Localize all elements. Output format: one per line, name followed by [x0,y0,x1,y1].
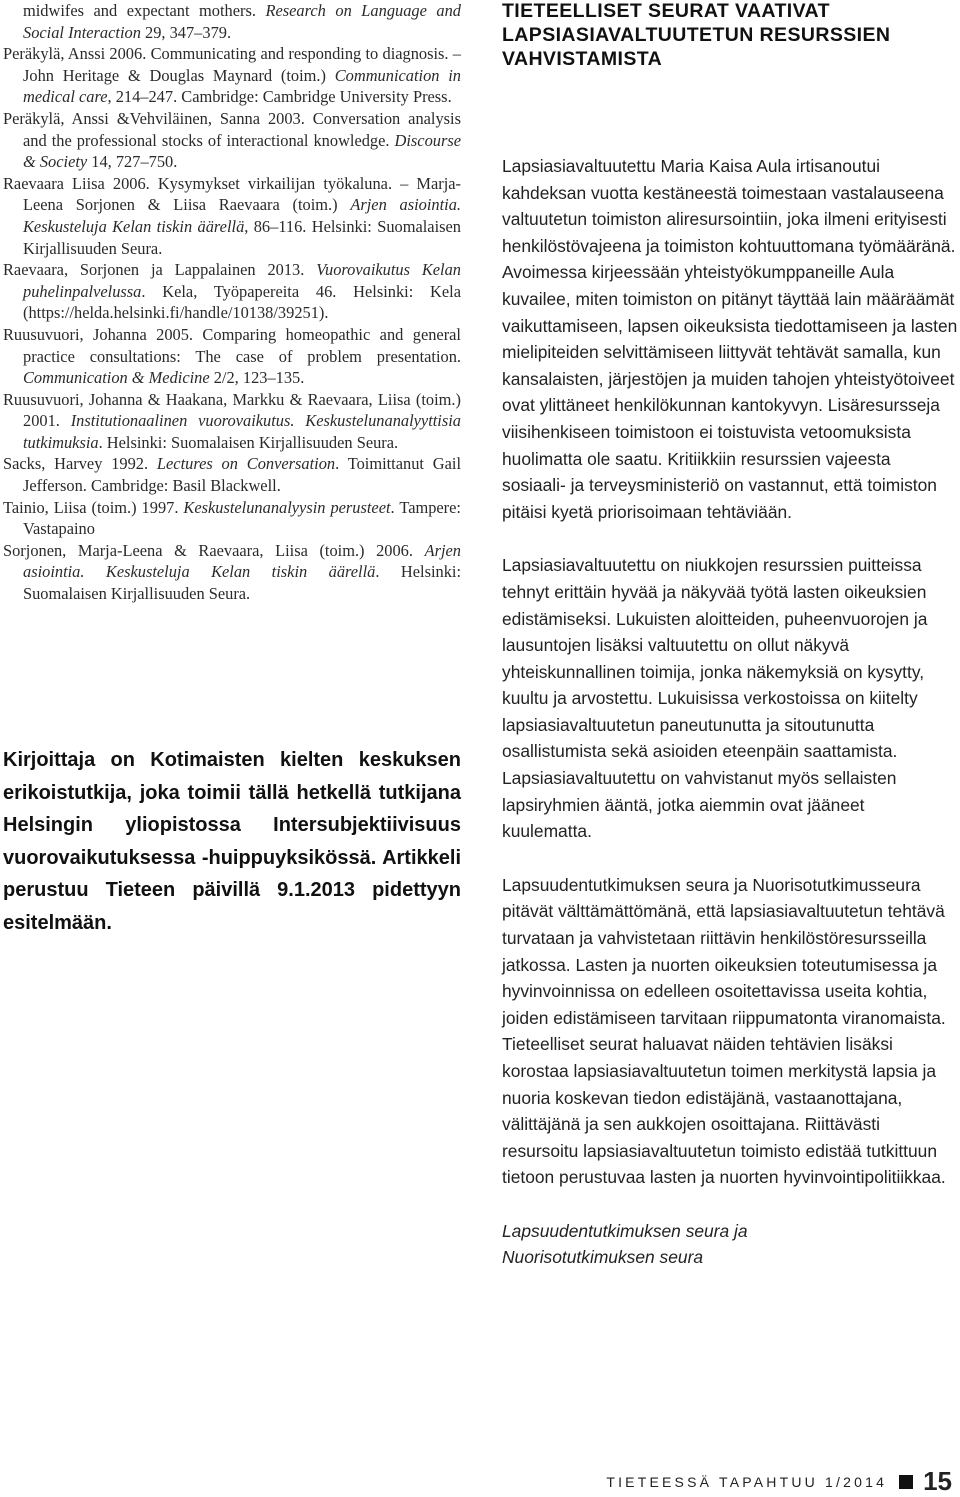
references-column [3,0,461,605]
reference-title: Arjen asiointia. Keskusteluja Kelan tiskin äärellä [23,195,461,236]
reference-text: , 214–247. Cambridge: Cambridge University Press. [107,87,452,107]
reference-text: Ruusuvuori, Johanna 2005. Comparing homeopathic and general practice consultations: The case of problem presentation. [3,324,461,366]
page-footer [606,1466,952,1497]
reference-entry [3,497,461,540]
reference-entry [3,540,461,605]
article-column [502,0,958,1270]
reference-title: Vuorovaikutus Kelan puhelinpalvelussa [23,260,461,301]
reference-entry [3,324,461,389]
paragraph-1: Lapsiasiavaltuutettu Maria Kaisa Aula irtisanoutui kahdeksan vuotta kestäneestä toimestaan vastalauseena valtuutetun toimiston aliresursointiin, joka ilmeni erityisesti henkilöstövajeena ja toimiston kohtuuttomana työmääränä. Avoimessa kirjeessään yhteistyökumppaneille Aula kuvailee, miten toimiston on pitänyt täyttää lain määräämät vaikuttamiseen, lapsen oikeuksista tiedottamiseen ja lasten mielipiteiden selvittämiseen liittyvät tehtävät samalla, kun kansalaisten, järjestöjen ja muiden tahojen yhteistyötoiveet ovat ylittäneet henkilökunnan kantokyvyn. Lisäresursseja viisihenkiseen toimistoon ei toistuvista vetoomuksista huolimatta ole saatu. Kritiikkiin resurssien vajeesta sosiaali- ja terveysministeriö on vastannut, että toimiston pitäisi kyetä priorisoimaan tehtäviään. [502,156,958,522]
reference-entry [3,0,461,43]
page-number: 15 [923,1466,952,1496]
reference-text: 14, 727–750. [87,152,178,172]
reference-entry [3,259,461,324]
reference-list [3,0,461,605]
reference-text: Raevaara Liisa 2006. Kysymykset virkailijan työkaluna. – Marja-Leena Sorjonen & Liisa Raevaara (toim.) [3,173,461,215]
signature [502,1218,958,1270]
reference-text: Tainio, Liisa (toim.) 1997. [3,497,184,517]
reference-text: Raevaara, Sorjonen ja Lappalainen 2013. [3,260,317,280]
signature-line-2: Nuorisotutkimuksen seura [502,1246,704,1267]
reference-text: Peräkylä, Anssi 2006. Communicating and responding to diagnosis. – John Heritage & Douglas Maynard (toim.) [3,44,461,85]
reference-text: . Kela, Työpapereita 46. Helsinki: Kela (https://helda.helsinki.fi/handle/10138/39251). [23,281,461,323]
reference-text: 29, 347–379. [140,22,232,42]
reference-text: . Helsinki: Suomalaisen Kirjallisuuden Seura. [23,562,462,604]
reference-title: Institutionaalinen vuorovaikutus. Keskustelunanalyyttisia tutkimuksia [23,411,461,452]
signature-line-1: Lapsuudentutkimuksen seura ja [502,1220,748,1241]
reference-entry [3,173,461,259]
reference-title: Communication & Medicine [23,368,210,388]
reference-entry [3,43,461,108]
paragraph-3: Lapsuudentutkimuksen seura ja Nuorisotutkimusseura pitävät välttämättömänä, että lapsiasiavaltuutetun tehtävä turvataan ja vahvistetaan riittävin henkilöstöresursseilla jatkossa. Lasten ja nuorten oikeuksien toteutumisessa ja hyvinvoinnissa on edelleen osoitettavissa useita kohtia, joiden edistämiseen tarvitaan riippumatonta viranomaista. Tieteelliset seurat haluavat näiden tehtävien lisäksi korostaa lapsiasiavaltuutetun toimen merkitystä lapsia ja nuoria koskevan tiedon edistäjänä, vastaanottajana, välittäjänä ja sen aukkojen osoittajana. Riittävästi resursoitu lapsiasiavaltuutetun toimisto edistää tutkittuun tietoon perustuvaa lasten ja nuorten hyvinvointipolitiikkaa. [502,874,946,1188]
reference-text: . Helsinki: Suomalaisen Kirjallisuuden Seura. [98,432,399,452]
reference-text: Sorjonen, Marja-Leena & Raevaara, Liisa (toim.) 2006. [3,540,425,560]
reference-entry [3,108,461,173]
reference-title: Arjen asiointia. Keskusteluja Kelan tiskin äärellä [23,540,461,582]
reference-text: . Tampere: Vastapaino [23,497,461,539]
reference-title: Lectures on Conversation [156,454,336,474]
reference-title: Communication in medical care [23,65,462,107]
reference-text: Sacks, Harvey 1992. [3,454,157,474]
reference-text: , 86–116. Helsinki: Suomalaisen Kirjallisuuden Seura. [23,216,461,258]
reference-text: midwifes and expectant mothers. [23,1,266,20]
reference-entry [3,389,461,454]
reference-entry [3,453,461,496]
footer-square-icon [899,1475,913,1489]
reference-title: Keskustelunanalyysin perusteet [183,497,391,517]
author-bio: Kirjoittaja on Kotimaisten kielten keskuksen erikoistutkija, joka toimii tällä hetkellä tutkijana Helsingin yliopistossa Intersubjektiivisuus vuorovaikutuksessa -huippuyksikössä. Artikkeli perustuu Tieteen päivillä 9.1.2013 pidettyyn esitelmään. [3,749,461,934]
paragraph-2: Lapsiasiavaltuutettu on niukkojen resurssien puitteissa tehnyt erittäin hyvää ja näkyvää työtä lasten oikeuksien edistämiseksi. Lukuisten aloitteiden, puheenvuorojen ja lausuntojen lisäksi valtuutettu on ollut näkyvä yhteiskunnallinen toimija, jonka näkemyksiä on kysytty, kuultu ja arvostettu. Lukuisissa verkostoissa on kiitelty lapsiasiavaltuutetun paneutunutta ja sitoutunutta osallistumista sekä asioiden eteenpäin saattamista. Lapsiasiavaltuutettu on vahvistanut myös sellaisten lapsiryhmien ääntä, jotka aiemmin ovat jääneet kuulematta. [502,555,928,842]
reference-text: Ruusuvuori, Johanna & Haakana, Markku & Raevaara, Liisa (toim.) 2001. [3,389,461,431]
reference-text: Peräkylä, Anssi &Vehviläinen, Sanna 2003. Conversation analysis and the professional stocks of interactional knowledge. [3,108,461,150]
reference-text: 2/2, 123–135. [209,368,305,388]
article-headline: TIETEELLISET SEURAT VAATIVAT LAPSIASIAVALTUUTETUN RESURSSIEN VAHVISTAMISTA [502,0,891,70]
reference-title: Discourse & Society [23,130,461,172]
reference-title: Research on Language and Social Interaction [23,1,461,42]
reference-text: . Toimittanut Gail Jefferson. Cambridge: Basil Blackwell. [23,454,461,496]
magazine-name: TIETEESSÄ TAPAHTUU 1/2014 [606,1473,888,1490]
